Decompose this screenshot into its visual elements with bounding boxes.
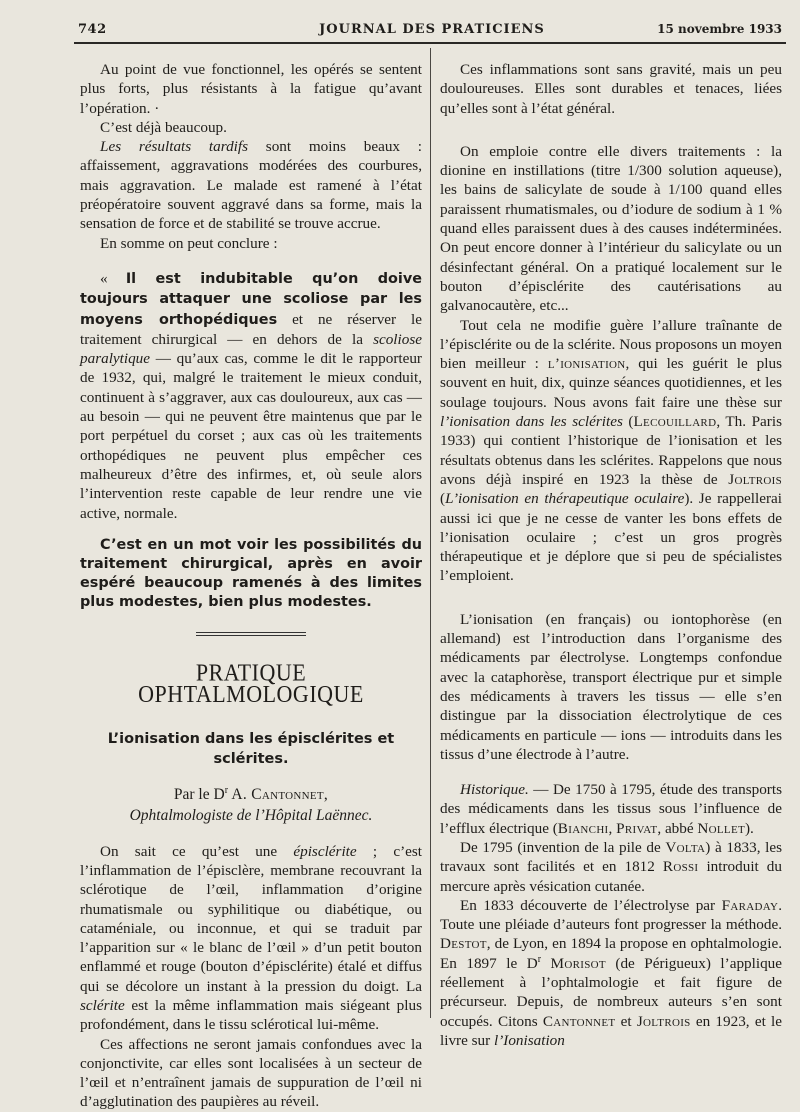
paragraph: L’ionisation (en français) ou iontophorèse (en allemand) est l’introduction dans l’organisme des médicaments par électrolyse. Longtemps confondue avec la cataphorèse, transport électrique pur et simple des médicaments à travers les tissus — elle s’en distingue par la dissociation électrolytique de ces médicaments en particule — ions — introduits dans les tissus d’une électrode à l’autre. <box>440 610 782 763</box>
paragraph: En 1833 découverte de l’électrolyse par Faraday. Toute une pléiade d’auteurs font progresser la méthode. Destot, de Lyon, en 1894 la propose en ophtalmologie. En 1897 le $D^r$ Morisot (de Périgueux) l’applique réellement à l’ophtalmologie et fait figure de précurseur. Depuis, de nombreux auteurs s’en sont occupés. Citons Cantonnet et Joltrois en 1923, et le livre sur l’Ionisation <box>440 896 783 1049</box>
section-divider <box>196 632 306 636</box>
paragraph: En somme on peut conclure : <box>100 234 278 252</box>
paragraph: Tout cela ne modifie guère l’allure traînante de l’épisclérite ou de la sclérite. Nous proposons un moyen bien meilleur : l’ionisation, qui les guérit le plus souvent en huit, dix, quinze séances quotidiennes, et les soulage toujours. Nous avons fait faire une thèse sur l’ionisation dans les sclérites (Lecouillard, Th. Paris 1933) qui contient l’historique de l’ionisation et les résultats obtenus dans les sclérites. Rappelons que nous avons déjà inspiré en 1923 la thèse de Joltrois (L’ionisation en thérapeutique oculaire). Je rappellerai aussi ici que je ne cesse de vanter les bons effets de l’ionisation oculaire ; c’est un gros progrès thérapeutique et je déplore que si peu de spécialistes l’emploient. <box>440 316 783 585</box>
paragraph: On emploie contre elle divers traitements : la dionine en instillations (titre 1/300 solution aqueuse), les bains de salicylate de soude à 1/100 quand elles paraissent rhumatismales, ou d’iodure de sodium à 1 % quand elles paraissent dues à des causes indéterminées. On peut encore donner à l’intérieur du salicylate ou un désinfectant général. On a pratiqué localement sur le bouton d’épisclérite des cautérisations au galvanocautère, etc... <box>440 142 782 315</box>
bold-conclusion: C’est en un mot voir les possibilités du traitement chirurgical, après en avoir espéré beaucoup ramenés à des limites plus modestes, bien plus modestes. <box>80 536 422 610</box>
page-number: 742 <box>78 22 107 37</box>
page-header <box>78 20 786 40</box>
paragraph: C’est déjà beaucoup. <box>100 118 227 136</box>
column-divider <box>430 48 431 1018</box>
paragraph: De 1795 (invention de la pile de Volta) à 1833, les travaux sont facilités et en 1812 Rossi introduit du mercure après vésication cutanée. <box>440 838 782 895</box>
paragraph: On sait ce qu’est une épisclérite ; c’est l’inflammation de l’épisclère, membrane recouvrant la sclérotique de l’œil, inflammation d’origine rhumatismale ou syphilitique ou diabétique, ou cataméniale, ou inconnue, et qui se traduit par l’apparition sur « le blanc de l’œil » d’un petit bouton enflammé et rouge (bouton d’épisclérite) étalé et diffus qui se décolore un instant à la pression du doigt. La sclérite est la même inflammation mais siégeant plus profondément, dans le tissu sclérotical lui-même. <box>80 842 423 1034</box>
issue-date: 15 novembre 1933 <box>657 22 782 36</box>
paragraph: Les résultats tardifs sont moins beaux : affaissement, aggravations modérées des courbures, mais aggravation. Le malade est ramené à l’état préopératoire souvent aggravé dans sa forme, mais la sensation de force et de stabilité se trouve accrue. <box>80 138 422 233</box>
right-column <box>440 60 782 1050</box>
paragraph: Ces affections ne seront jamais confondues avec la conjonctivite, car elles sont localisées à un secteur de l’œil et n’entraînent jamais de suppuration de l’œil ni d’agglutination des paupières au réveil. <box>80 1035 422 1111</box>
left-column <box>80 60 422 1112</box>
conclusion-quote: « Il est indubitable qu’on doive toujours attaquer une scoliose par les moyens orthopédiques et ne réserver le traitement chirurgical — en dehors de la scoliose paralytique — qu’aux cas, comme le dit le rapporteur de 1932, qui, malgré le traitement le mieux conduit, continuent à s’aggraver, aux cas douloureux, aux cas — au besoin — qui ne peuvent être maintenus que par le port perpétuel du corset ; aux cas où les traitements orthopédiques ne peuvent plus empêcher ces malheureux d’être des infirmes, et, où seule alors l’intervention reste capable de leur rendre une vie active, normale. <box>80 269 423 522</box>
section-title: PRATIQUE OPHTALMOLOGIQUE <box>138 658 364 708</box>
journal-title: JOURNAL DES PRATICIENS <box>319 22 545 37</box>
header-rule <box>74 42 786 44</box>
author-affiliation: Ophtalmologiste de l’Hôpital Laënnec. <box>129 807 373 825</box>
paragraph: Au point de vue fonctionnel, les opérés se sentent plus forts, plus résistants à la fatigue qu’avant l’opération. · <box>80 61 422 117</box>
paragraph: Ces inflammations sont sans gravité, mais un peu douloureuses. Elles sont durables et tenaces, liées qu’elles sont à l’état général. <box>440 61 782 117</box>
article-title: L’ionisation dans les épisclérites et sclérites. <box>107 731 395 767</box>
author-byline: Par le $D^r$ A. Cantonnet, <box>173 784 329 804</box>
paragraph: Historique. — De 1750 à 1795, étude des transports des médicaments dans les tissus sous l’influence de l’efflux électrique (Bianchi, Privat, abbé Nollet). <box>440 781 782 837</box>
